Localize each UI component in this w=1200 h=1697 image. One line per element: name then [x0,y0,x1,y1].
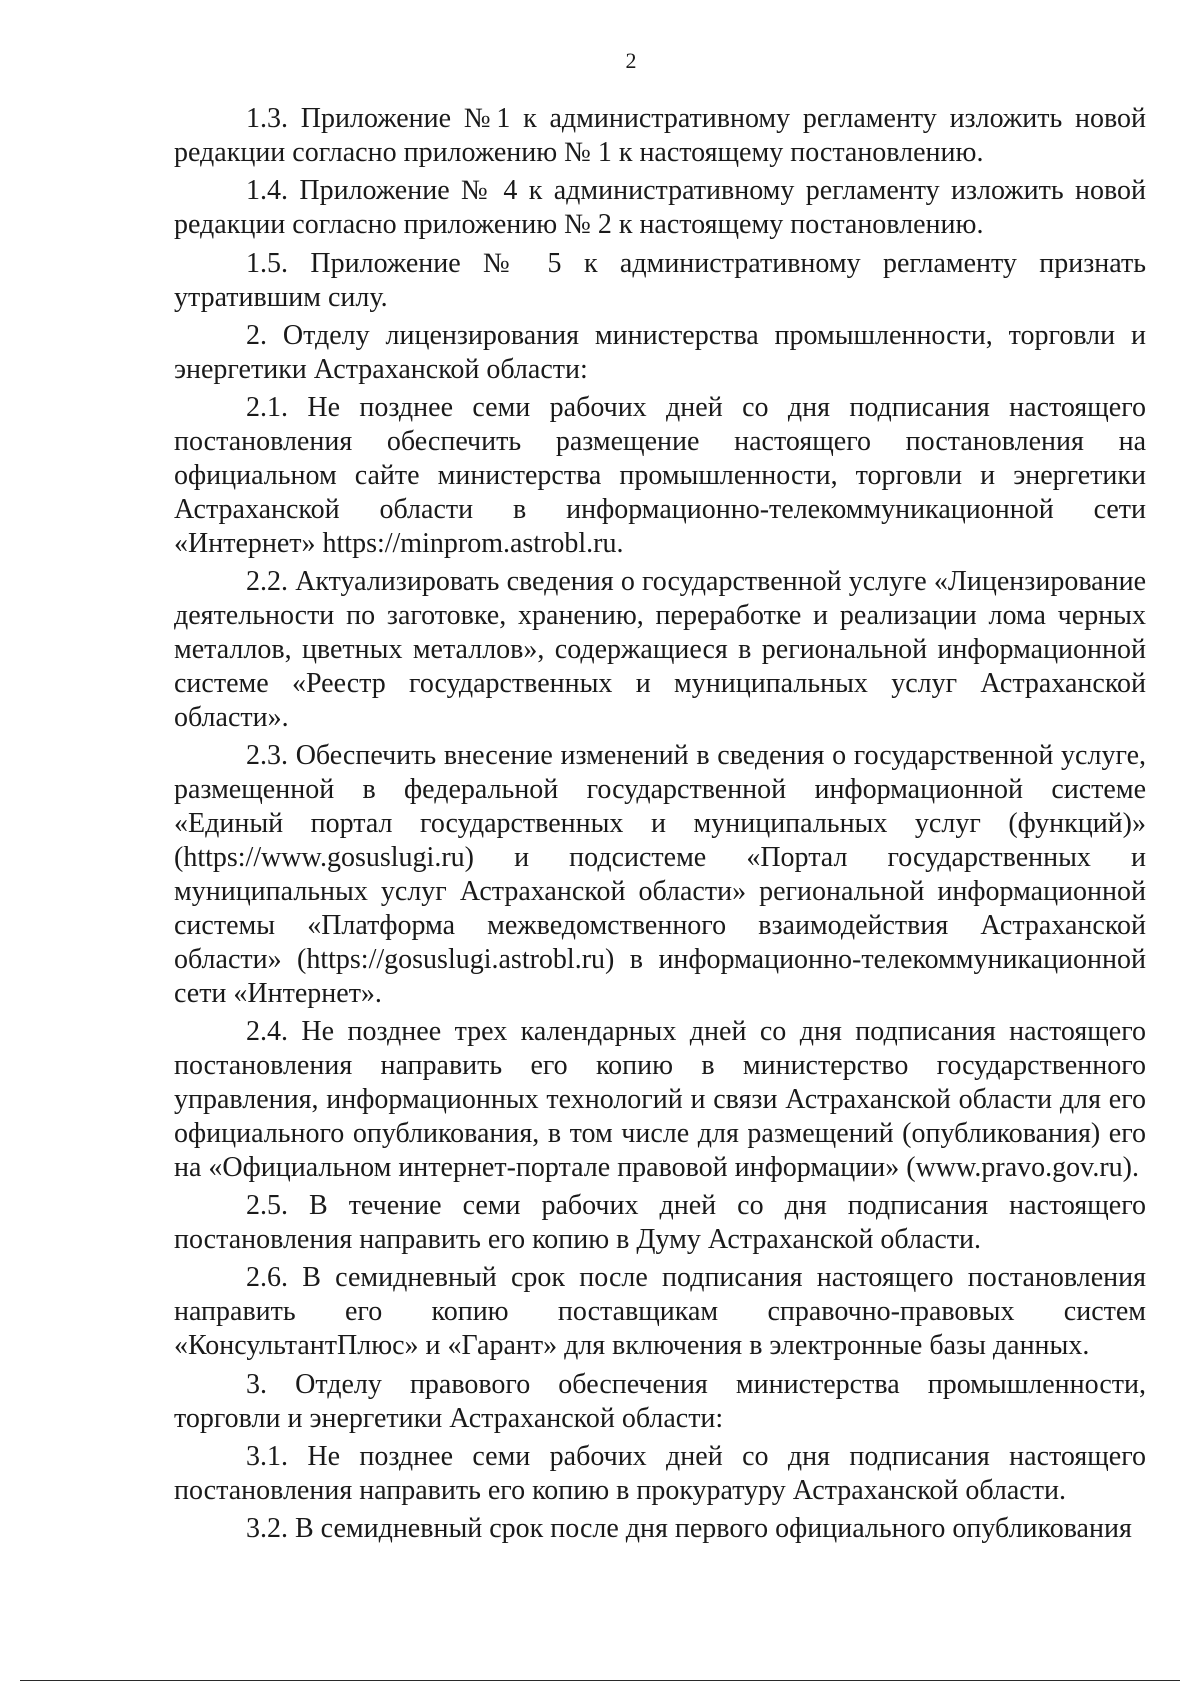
paragraph-2-5: 2.5. В течение семи рабочих дней со дня подписания настоящего постановления направить его копию в Думу Астраханской области. [174,1190,1146,1255]
paragraph-3-2: 3.2. В семидневный срок после дня первого официального опубликования [246,1513,1132,1545]
paragraph-3-1: 3.1. Не позднее семи рабочих дней со дня подписания настоящего постановления направить его копию в прокуратуру Астраханской области. [174,1440,1146,1506]
document-body [174,102,1146,1551]
paragraph-1-4: 1.4. Приложение № 4 к административному регламенту изложить новой редакции согласно приложению № 2 к настоящему постановлению. [174,175,1146,241]
paragraph-2-6: 2.6. В семидневный срок после подписания настоящего постановления направить его копию поставщикам справочно-правовых систем «КонсультантПлюс» и «Гарант» для включения в электронные базы данных. [174,1262,1146,1362]
paragraph-2-2: 2.2. Актуализировать сведения о государственной услуге «Лицензирование деятельности по заготовке, хранению, переработке и реализации лома черных металлов, цветных металлов», содержащиеся в региональной информационной системе «Реестр государственных и муниципальных услуг Астраханской области». [174,566,1146,733]
paragraph-2-1: 2.1. Не позднее семи рабочих дней со дня подписания настоящего постановления обеспечить размещение настоящего постановления на официальном сайте министерства промышленности, торговли и энергетики Астраханской области в информационно-телекоммуникационной сети «Интернет» https://minprom.astrobl.ru. [174,392,1146,559]
paragraph-1-3: 1.3. Приложение №1 к административному регламенту изложить новой редакции согласно приложению № 1 к настоящему постановлению. [174,103,1146,168]
paragraph-2: 2. Отделу лицензирования министерства промышленности, торговли и энергетики Астраханской области: [174,319,1146,385]
page-number: 2 [625,48,637,73]
paragraph-1-5: 1.5. Приложение № 5 к административному регламенту признать утратившим силу. [174,247,1146,313]
bottom-divider [20,1680,1180,1681]
paragraph-3: 3. Отделу правового обеспечения министерства промышленности, торговли и энергетики Астраханской области: [174,1368,1146,1434]
paragraph-2-3: 2.3. Обеспечить внесение изменений в сведения о государственной услуге, размещенной в федеральной государственной информационной системе «Единый портал государственных и муниципальных услуг (функций)» (https://www.gosuslugi.ru) и подсистеме «Портал государственных и муниципальных услуг Астраханской области» региональной информационной системы «Платформа межведомственного взаимодействия Астраханской области» (https://gosuslugi.astrobl.ru) в информационно-телекоммуникационной сети «Интернет». [174,740,1146,1009]
paragraph-2-4: 2.4. Не позднее трех календарных дней со дня подписания настоящего постановления направить его копию в министерство государственного управления, информационных технологий и связи Астраханской области для его официального опубликования, в том числе для размещений (опубликования) его на «Официальном интернет-портале правовой информации» (www.pravo.gov.ru). [174,1016,1146,1183]
